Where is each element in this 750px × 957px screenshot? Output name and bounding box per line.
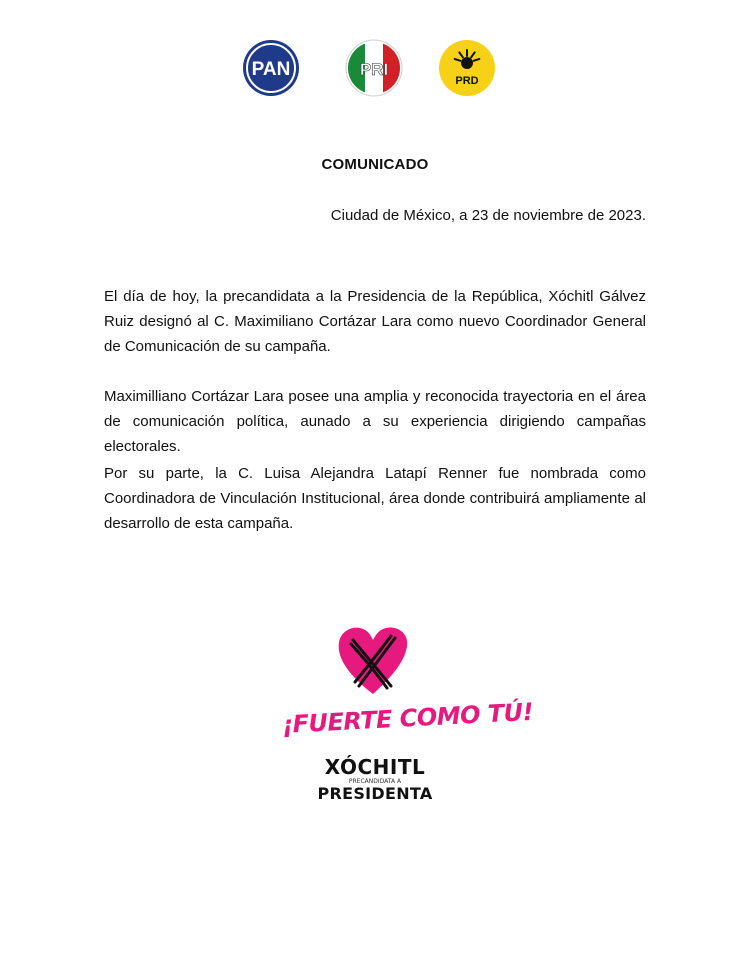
paragraph-3: Por su parte, la C. Luisa Alejandra Latapí Renner fue nombrada como Coordinadora de Vinculación Institucional, área donde contribuirá ampliamente al desarrollo de esta campaña. <box>104 465 646 532</box>
date-line: Ciudad de México, a 23 de noviembre de 2023. <box>330 207 646 224</box>
document-title: COMUNICADO <box>321 156 429 173</box>
svg-text:PAN: PAN <box>251 59 291 80</box>
party-logos <box>0 39 750 99</box>
svg-text:PRI: PRI <box>359 60 389 79</box>
signature-block <box>300 757 450 803</box>
slogan-text: ¡FUERTE COMO TÚ! <box>281 697 534 739</box>
pri-logo <box>345 39 403 97</box>
svg-text:PRD: PRD <box>455 75 479 87</box>
signature-name: XÓCHITL <box>324 755 426 779</box>
prd-logo <box>438 39 496 97</box>
slogan <box>281 697 534 750</box>
pan-logo <box>242 39 300 97</box>
signature-subtitle: PRECANDIDATA A <box>348 778 402 785</box>
heart-cross-icon <box>333 620 413 700</box>
paragraph-2: Maximilliano Cortázar Lara posee una amplia y reconocida trayectoria en el área de comunicación política, aunado a su experiencia dirigiendo campañas electorales. <box>104 388 646 455</box>
signature-role: PRESIDENTA <box>317 784 433 803</box>
paragraph-1: El día de hoy, la precandidata a la Presidencia de la República, Xóchitl Gálvez Ruiz designó al C. Maximiliano Cortázar Lara como nuevo Coordinador General de Comunicación de su campaña. <box>104 288 646 355</box>
